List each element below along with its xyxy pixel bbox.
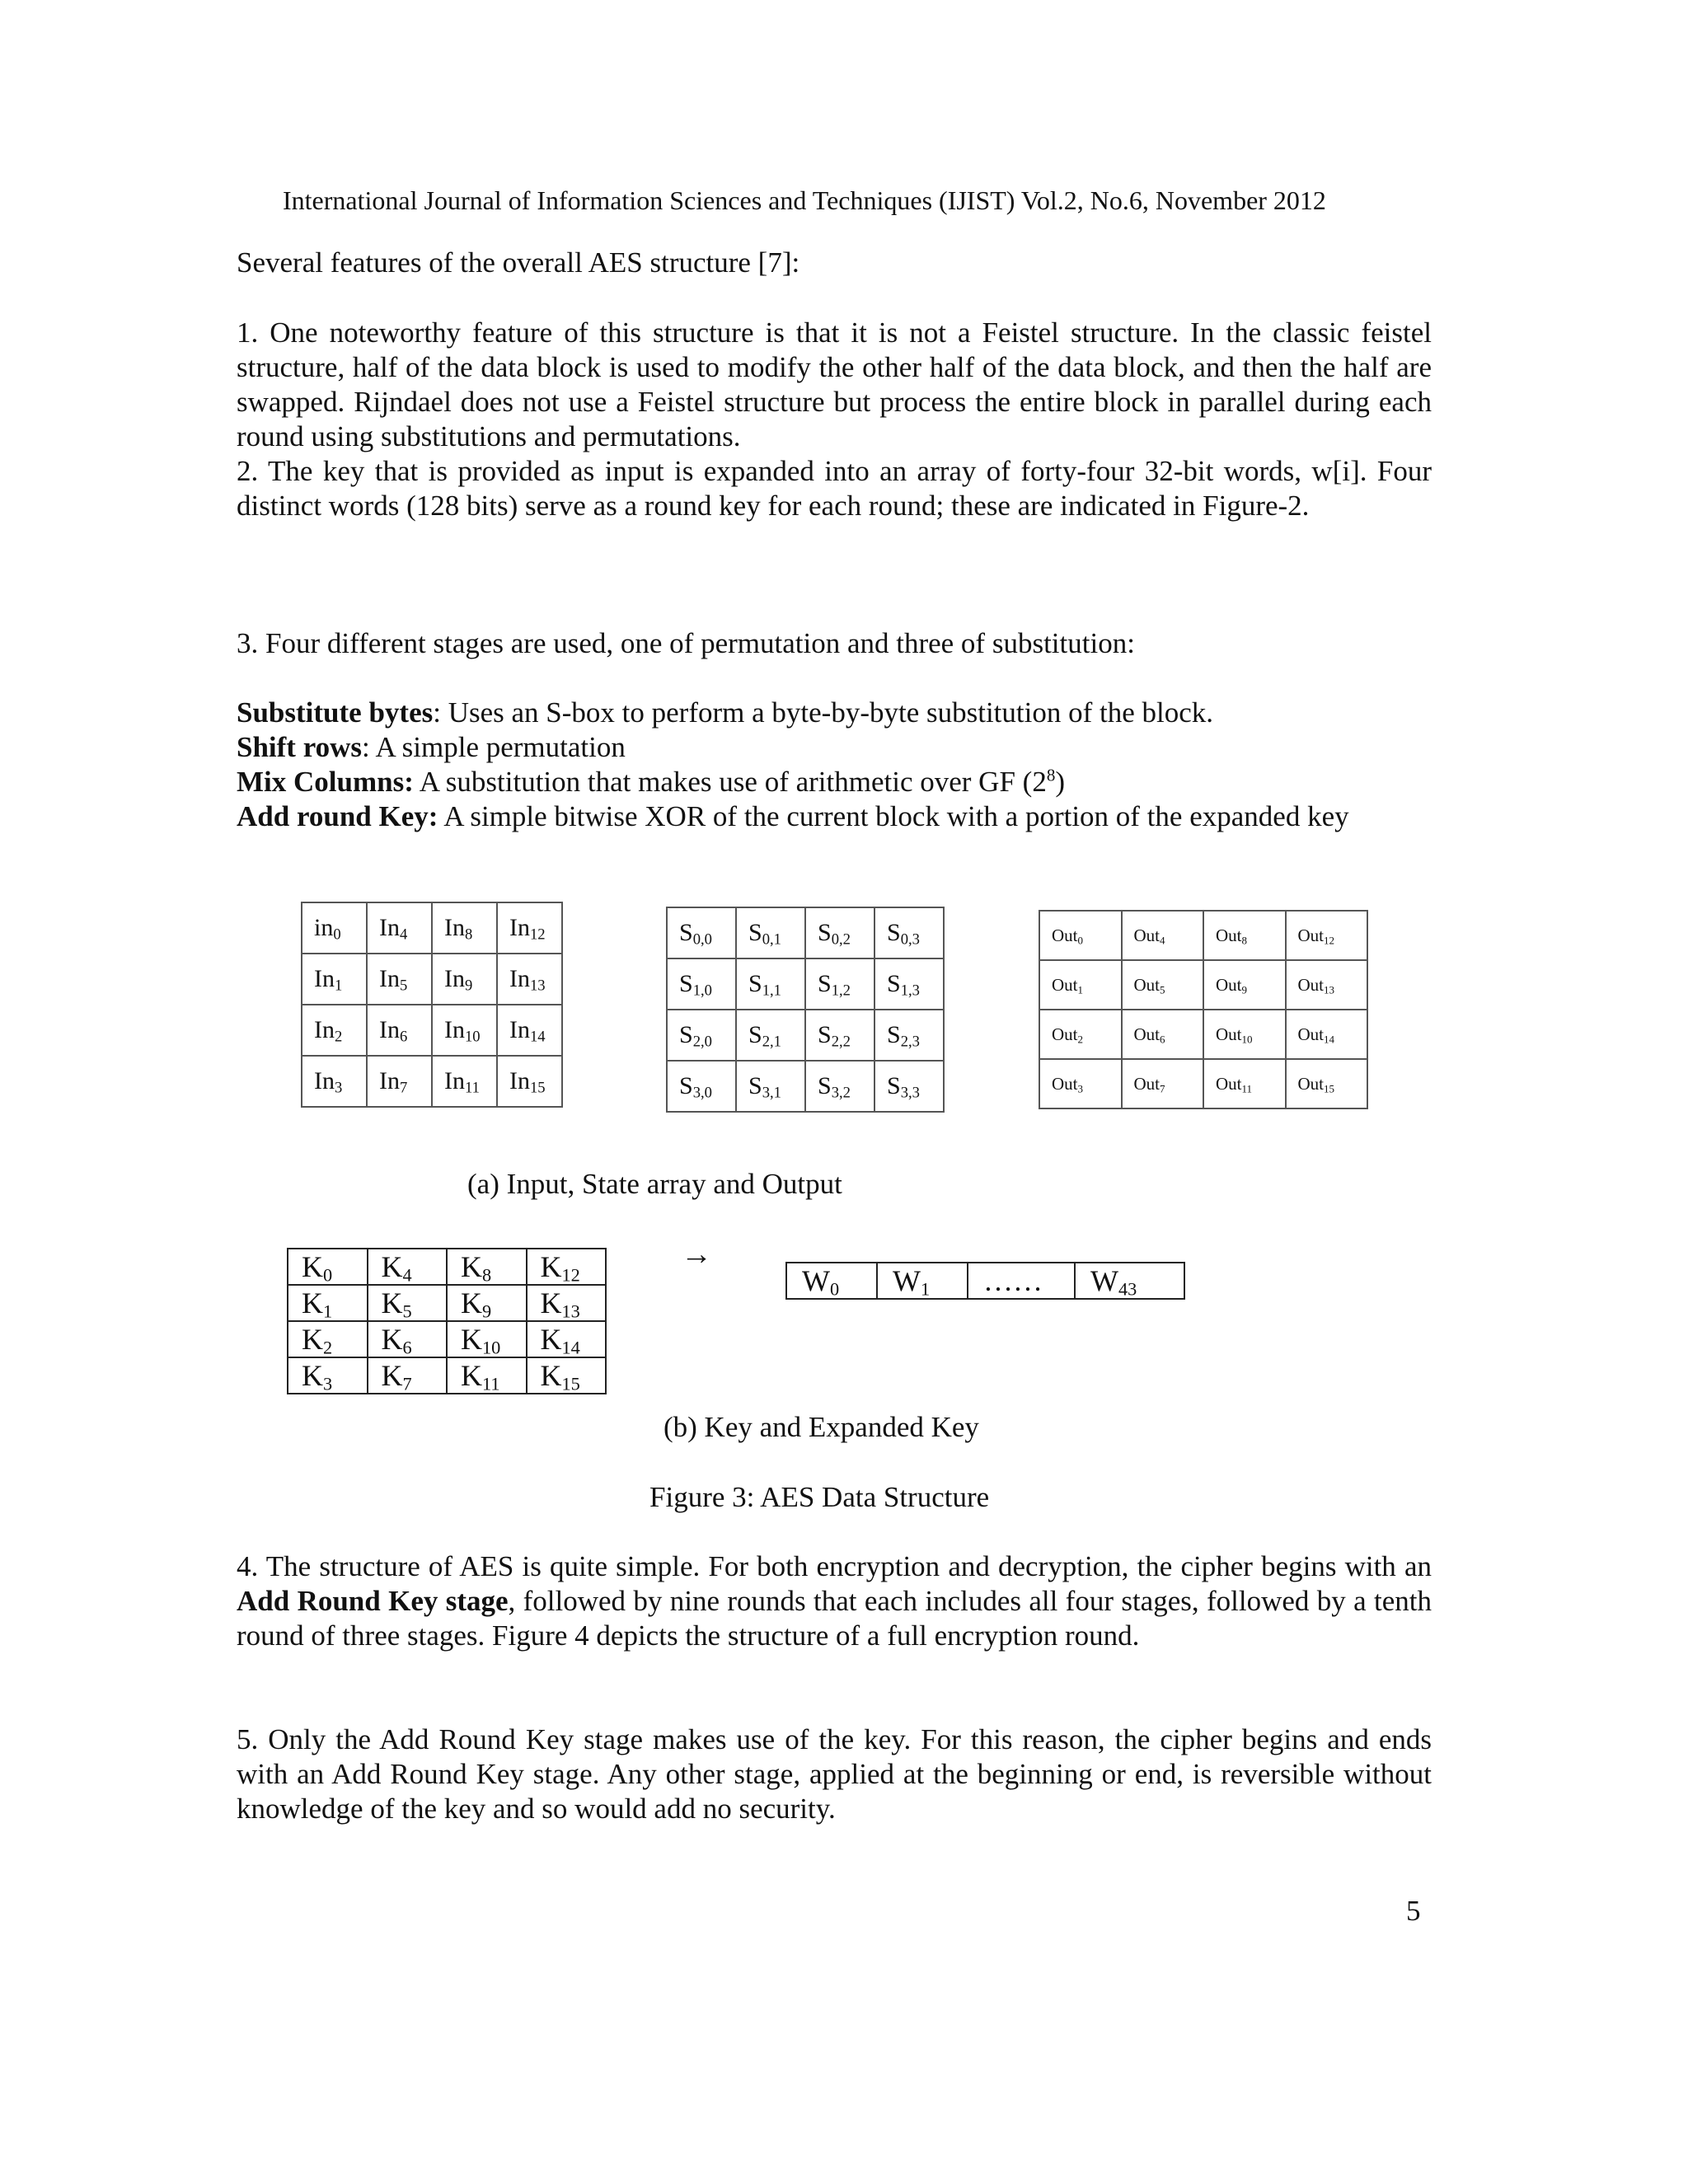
- cell-subscript: 6: [1160, 1032, 1165, 1045]
- grid-row: [288, 1249, 606, 1285]
- stage-shift-rows: [237, 730, 1473, 765]
- cell-subscript: 15: [530, 1079, 546, 1097]
- grid-cell: [1286, 911, 1368, 960]
- grid-cell: [1203, 1059, 1286, 1108]
- cell-symbol: In: [444, 965, 465, 992]
- cell-subscript: 1: [323, 1301, 333, 1322]
- cell-subscript: 1: [1077, 982, 1084, 996]
- cell-symbol: In: [444, 1067, 465, 1094]
- grid-cell: [432, 1056, 497, 1107]
- cell-symbol: Out: [1133, 925, 1160, 945]
- cell-symbol: K: [540, 1323, 562, 1356]
- grid-cell: [1203, 1010, 1286, 1059]
- cell-subscript: 5: [400, 977, 408, 995]
- cell-subscript: 5: [1160, 982, 1165, 996]
- journal-header: International Journal of Information Sciences and Techniques (IJIST) Vol.2, No.6, November 2012: [283, 185, 1326, 215]
- cell-symbol: S: [818, 1021, 832, 1048]
- cell-subscript: 6: [400, 1028, 408, 1046]
- cell-subscript: 10: [465, 1028, 481, 1046]
- grid-row: [302, 954, 562, 1005]
- stage-add-round-key: [237, 799, 1473, 834]
- grid-row: [1039, 911, 1367, 960]
- grid-cell: [527, 1285, 607, 1321]
- paragraph-5: 5. Only the Add Round Key stage makes use of the key. For this reason, the cipher begins and ends with an Add Round Key stage. Any other stage, applied at the beginning or end, is reversible without knowledge of the key and so would add no security.: [237, 1723, 1432, 1825]
- cell-symbol: Out: [1133, 1073, 1160, 1094]
- cell-symbol: K: [302, 1323, 323, 1356]
- grid-cell: [1286, 1010, 1368, 1059]
- cell-subscript: 0: [333, 926, 341, 944]
- cell-symbol: In: [444, 1016, 465, 1043]
- figure-caption: Figure 3: AES Data Structure: [649, 1481, 990, 1513]
- cell-symbol: W: [802, 1264, 830, 1297]
- cell-symbol: K: [461, 1359, 482, 1392]
- superscript: 8: [1046, 765, 1056, 785]
- cell-subscript: 3,1: [762, 1084, 781, 1102]
- paragraph-4-pre: 4. The structure of AES is quite simple. For both encryption and decryption, the cipher begins with an: [237, 1550, 1432, 1582]
- output-grid: [1039, 910, 1368, 1109]
- expanded-key-word: [877, 1263, 968, 1299]
- cell-subscript: 14: [561, 1337, 580, 1358]
- cell-subscript: 4: [400, 926, 408, 944]
- grid-cell: [367, 1005, 432, 1056]
- grid-cell: [367, 1056, 432, 1107]
- grid-cell: [302, 902, 367, 954]
- paragraph-2: 2. The key that is provided as input is expanded into an array of forty-four 32-bit words, w[i]. Four distinct words (128 bits) serve as a round key for each round; these are indicated in Figure-2.: [237, 455, 1432, 522]
- cell-subscript: 12: [561, 1264, 580, 1286]
- paragraph-4-post: , followed by nine rounds that each includes all four stages, followed by a tenth round of three stages. Figure 4 depicts the structure of a full encryption round.: [237, 1585, 1432, 1652]
- cell-symbol: K: [302, 1286, 323, 1319]
- cell-subscript: 0,0: [692, 930, 712, 949]
- cell-subscript: 14: [530, 1028, 546, 1046]
- key-grid: [287, 1248, 607, 1394]
- stage-definition: A simple bitwise XOR of the current block with a portion of the expanded key: [438, 800, 1349, 832]
- grid-cell: [1122, 960, 1204, 1010]
- cell-subscript: 9: [1241, 982, 1248, 996]
- cell-symbol: In: [379, 1016, 400, 1043]
- grid-cell: [302, 954, 367, 1005]
- grid-cell: [1122, 1059, 1204, 1108]
- cell-symbol: K: [540, 1359, 562, 1392]
- grid-cell: [1203, 911, 1286, 960]
- cell-subscript: 0: [323, 1264, 333, 1286]
- grid-cell: [288, 1357, 368, 1394]
- cell-subscript: 13: [561, 1301, 580, 1322]
- cell-symbol: Out: [1052, 1073, 1078, 1094]
- grid-cell: [1039, 1059, 1122, 1108]
- grid-row: [302, 902, 562, 954]
- grid-cell: [1039, 911, 1122, 960]
- grid-cell: [367, 954, 432, 1005]
- expanded-key-word: [968, 1263, 1075, 1299]
- cell-symbol: Out: [1216, 1073, 1242, 1094]
- grid-cell: [302, 1056, 367, 1107]
- cell-subscript: 43: [1118, 1278, 1137, 1300]
- cell-subscript: 5: [402, 1301, 412, 1322]
- grid-cell: [805, 1010, 874, 1061]
- grid-cell: [1122, 1010, 1204, 1059]
- stage-definition: : Uses an S-box to perform a byte-by-byte substitution of the block.: [433, 696, 1214, 729]
- stage-substitute-bytes: [237, 696, 1473, 730]
- cell-subscript: 3,2: [831, 1084, 851, 1102]
- grid-cell: [667, 907, 736, 958]
- cell-symbol: S: [679, 1072, 693, 1099]
- caption-b: (b) Key and Expanded Key: [663, 1411, 979, 1443]
- cell-symbol: In: [314, 965, 335, 992]
- grid-cell: [1039, 960, 1122, 1010]
- intro-line: Several features of the overall AES structure [7]:: [237, 246, 800, 279]
- cell-subscript: 4: [1160, 933, 1165, 946]
- cell-symbol: S: [818, 1072, 832, 1099]
- grid-cell: [367, 902, 432, 954]
- cell-symbol: In: [314, 1067, 335, 1094]
- cell-subscript: 8: [465, 926, 473, 944]
- grid-row: [667, 1061, 944, 1112]
- grid-row: [288, 1357, 606, 1394]
- expanded-key-word: [786, 1263, 877, 1299]
- grid-cell: [805, 907, 874, 958]
- cell-symbol: Out: [1133, 1024, 1160, 1044]
- grid-row: [1039, 1059, 1367, 1108]
- grid-cell: [368, 1249, 448, 1285]
- cell-symbol: W: [1090, 1264, 1118, 1297]
- grid-cell: [432, 954, 497, 1005]
- cell-symbol: Out: [1297, 1024, 1324, 1044]
- cell-symbol: K: [461, 1323, 482, 1356]
- cell-symbol: K: [381, 1286, 403, 1319]
- cell-symbol: K: [302, 1359, 323, 1392]
- cell-subscript: 3: [323, 1373, 333, 1394]
- cell-symbol: S: [748, 919, 762, 946]
- cell-symbol: S: [748, 1021, 762, 1048]
- grid-cell: [874, 1010, 944, 1061]
- arrow-icon: →: [681, 1237, 712, 1272]
- expanded-key-row: [785, 1262, 1185, 1300]
- grid-cell: [288, 1249, 368, 1285]
- grid-cell: [874, 958, 944, 1010]
- stage-mix-columns: [237, 765, 1473, 799]
- paragraph-3: 3. Four different stages are used, one of permutation and three of substitution:: [237, 627, 1135, 659]
- cell-subscript: 14: [1324, 1032, 1335, 1045]
- cell-symbol: S: [887, 970, 901, 997]
- cell-subscript: 8: [1241, 933, 1248, 946]
- cell-symbol: Out: [1297, 974, 1324, 995]
- grid-cell: [368, 1285, 448, 1321]
- cell-symbol: K: [461, 1250, 482, 1283]
- stage-definition: A substitution that makes use of arithmetic over GF (2: [413, 766, 1047, 798]
- expanded-key-word: [1075, 1263, 1184, 1299]
- cell-subscript: 2: [335, 1028, 343, 1046]
- grid-cell: [874, 907, 944, 958]
- cell-symbol: K: [381, 1250, 403, 1283]
- cell-symbol: In: [314, 1016, 335, 1043]
- grid-cell: [527, 1321, 607, 1357]
- cell-symbol: In: [379, 914, 400, 941]
- cell-subscript: 0,2: [831, 930, 851, 949]
- grid-cell: [447, 1321, 527, 1357]
- cell-symbol: Out: [1052, 1024, 1078, 1044]
- grid-cell: [447, 1249, 527, 1285]
- grid-cell: [736, 1061, 805, 1112]
- cell-subscript: 7: [400, 1079, 408, 1097]
- expanded-key-words: [786, 1263, 1184, 1299]
- cell-subscript: 2,3: [900, 1033, 920, 1051]
- cell-subscript: 1,3: [900, 982, 920, 1000]
- cell-subscript: 10: [1241, 1032, 1253, 1045]
- grid-cell: [288, 1285, 368, 1321]
- cell-subscript: 8: [482, 1264, 492, 1286]
- state-grid: [666, 907, 945, 1113]
- grid-cell: [736, 958, 805, 1010]
- cell-subscript: 1: [920, 1278, 931, 1300]
- grid-cell: [288, 1321, 368, 1357]
- grid-cell: [497, 902, 562, 954]
- cell-subscript: 6: [402, 1337, 412, 1358]
- grid-cell: [667, 958, 736, 1010]
- cell-symbol: In: [509, 965, 530, 992]
- cell-symbol: Out: [1216, 925, 1242, 945]
- cell-symbol: K: [540, 1250, 562, 1283]
- cell-symbol: ……: [983, 1264, 1043, 1297]
- cell-symbol: K: [302, 1250, 323, 1283]
- cell-symbol: Out: [1297, 925, 1324, 945]
- cell-symbol: S: [748, 970, 762, 997]
- cell-subscript: 1,0: [692, 982, 712, 1000]
- cell-subscript: 9: [482, 1301, 492, 1322]
- cell-subscript: 15: [561, 1373, 580, 1394]
- cell-subscript: 7: [402, 1373, 412, 1394]
- grid-row: [667, 1010, 944, 1061]
- cell-symbol: S: [679, 1021, 693, 1048]
- grid-cell: [497, 1056, 562, 1107]
- cell-subscript: 1: [335, 977, 343, 995]
- cell-symbol: Out: [1052, 974, 1078, 995]
- grid-cell: [527, 1357, 607, 1394]
- cell-symbol: In: [509, 1067, 530, 1094]
- grid-cell: [667, 1010, 736, 1061]
- cell-subscript: 2,1: [762, 1033, 781, 1051]
- stage-term: Add round Key:: [237, 800, 438, 832]
- grid-cell: [368, 1321, 448, 1357]
- cell-symbol: K: [461, 1286, 482, 1319]
- grid-cell: [497, 954, 562, 1005]
- cell-symbol: In: [509, 914, 530, 941]
- cell-subscript: 13: [1324, 982, 1335, 996]
- cell-subscript: 1,1: [762, 982, 781, 1000]
- cell-subscript: 11: [482, 1373, 500, 1394]
- cell-subscript: 2: [323, 1337, 333, 1358]
- cell-subscript: 12: [1324, 933, 1335, 946]
- cell-symbol: S: [818, 919, 832, 946]
- cell-symbol: Out: [1052, 925, 1078, 945]
- stage-term: Mix Columns:: [237, 766, 414, 798]
- grid-row: [1039, 1010, 1367, 1059]
- cell-symbol: K: [381, 1323, 403, 1356]
- cell-symbol: S: [679, 919, 693, 946]
- cell-subscript: 10: [482, 1337, 501, 1358]
- grid-cell: [447, 1285, 527, 1321]
- stage-term: Shift rows: [237, 731, 363, 763]
- grid-row: [667, 907, 944, 958]
- grid-row: [667, 958, 944, 1010]
- grid-cell: [1039, 1010, 1122, 1059]
- input-grid: [301, 902, 563, 1108]
- stage-definition-end: ): [1055, 766, 1065, 798]
- cell-subscript: 7: [1160, 1081, 1165, 1094]
- grid-cell: [1286, 1059, 1368, 1108]
- cell-symbol: S: [887, 1021, 901, 1048]
- page-number: 5: [1406, 1895, 1421, 1927]
- cell-subscript: 3: [335, 1079, 343, 1097]
- grid-row: [288, 1285, 606, 1321]
- cell-symbol: S: [887, 919, 901, 946]
- grid-cell: [736, 1010, 805, 1061]
- stage-term: Substitute bytes: [237, 696, 434, 729]
- grid-cell: [432, 1005, 497, 1056]
- grid-cell: [368, 1357, 448, 1394]
- cell-symbol: in: [314, 914, 334, 941]
- cell-symbol: S: [818, 970, 832, 997]
- grid-cell: [527, 1249, 607, 1285]
- cell-subscript: 0: [1077, 933, 1084, 946]
- cell-symbol: Out: [1297, 1073, 1324, 1094]
- grid-cell: [1122, 911, 1204, 960]
- grid-row: [288, 1321, 606, 1357]
- cell-subscript: 11: [1241, 1081, 1253, 1094]
- cell-symbol: Out: [1216, 974, 1242, 995]
- grid-cell: [1286, 960, 1368, 1010]
- cell-symbol: Out: [1216, 1024, 1242, 1044]
- cell-symbol: S: [679, 970, 693, 997]
- grid-row: [302, 1056, 562, 1107]
- cell-subscript: 3: [1077, 1081, 1084, 1094]
- cell-symbol: In: [509, 1016, 530, 1043]
- cell-symbol: S: [887, 1072, 901, 1099]
- cell-symbol: K: [381, 1359, 403, 1392]
- grid-cell: [667, 1061, 736, 1112]
- paragraph-1: 1. One noteworthy feature of this structure is that it is not a Feistel structure. In the classic feistel structure, half of the data block is used to modify the other half of the data block, and then the half are swapped. Rijndael does not use a Feistel structure but process the entire block in parallel during each round using substitutions and permutations.: [237, 316, 1432, 452]
- paragraph-4: [237, 1549, 1432, 1653]
- stage-definition: : A simple permutation: [362, 731, 626, 763]
- cell-subscript: 9: [465, 977, 473, 995]
- grid-cell: [874, 1061, 944, 1112]
- cell-symbol: In: [379, 965, 400, 992]
- cell-subscript: 0,1: [762, 930, 781, 949]
- cell-symbol: S: [748, 1072, 762, 1099]
- cell-subscript: 0,3: [900, 930, 920, 949]
- cell-subscript: 4: [402, 1264, 412, 1286]
- cell-subscript: 1,2: [831, 982, 851, 1000]
- cell-symbol: K: [540, 1286, 562, 1319]
- cell-subscript: 2,0: [692, 1033, 712, 1051]
- grid-cell: [1203, 960, 1286, 1010]
- cell-subscript: 13: [530, 977, 546, 995]
- grid-cell: [805, 958, 874, 1010]
- grid-cell: [447, 1357, 527, 1394]
- grid-cell: [432, 902, 497, 954]
- cell-subscript: 15: [1324, 1081, 1335, 1094]
- cell-symbol: In: [379, 1067, 400, 1094]
- cell-symbol: In: [444, 914, 465, 941]
- grid-cell: [736, 907, 805, 958]
- cell-subscript: 3,3: [900, 1084, 920, 1102]
- cell-subscript: 2: [1077, 1032, 1084, 1045]
- cell-subscript: 0: [829, 1278, 840, 1300]
- grid-row: [1039, 960, 1367, 1010]
- cell-subscript: 12: [530, 926, 546, 944]
- cell-subscript: 2,2: [831, 1033, 851, 1051]
- grid-cell: [497, 1005, 562, 1056]
- caption-a: (a) Input, State array and Output: [467, 1168, 842, 1200]
- cell-symbol: W: [893, 1264, 921, 1297]
- cell-subscript: 3,0: [692, 1084, 712, 1102]
- grid-cell: [302, 1005, 367, 1056]
- cell-symbol: Out: [1133, 974, 1160, 995]
- grid-cell: [805, 1061, 874, 1112]
- paragraph-4-bold: Add Round Key stage: [237, 1585, 509, 1617]
- cell-subscript: 11: [465, 1079, 480, 1097]
- grid-row: [302, 1005, 562, 1056]
